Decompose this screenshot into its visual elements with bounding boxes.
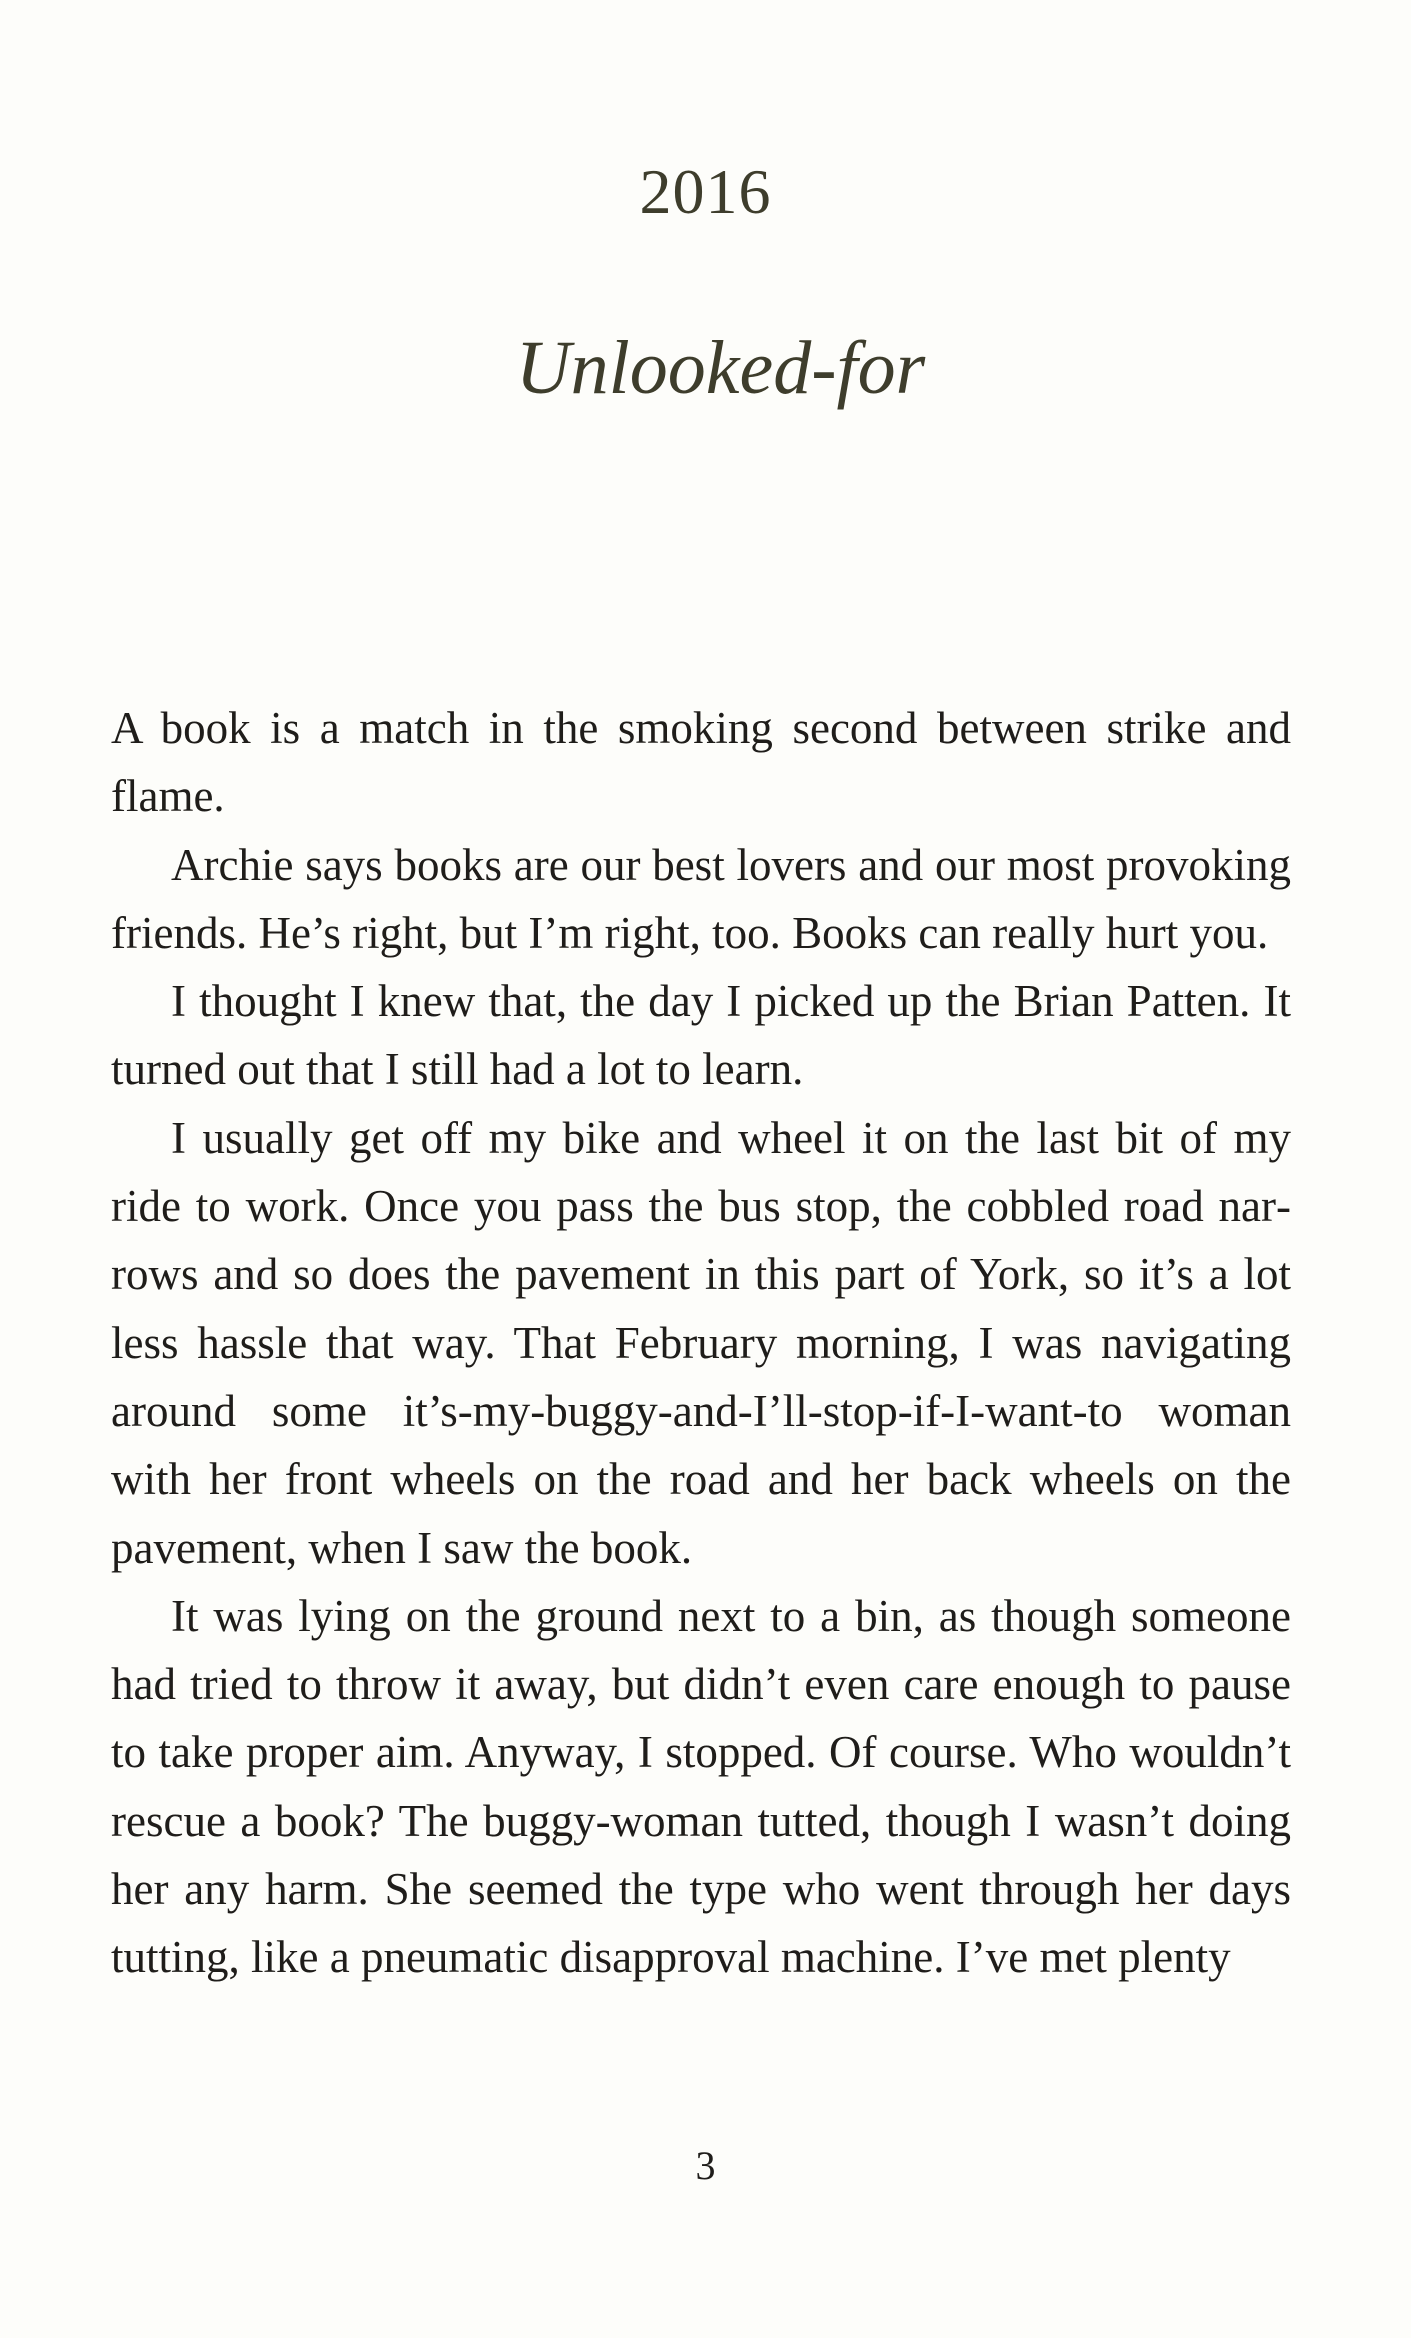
paragraph: Archie says books are our best lovers and our most provoking friends. He’s right, but I’m right, too. Books can really hurt you. [111, 839, 1291, 958]
paragraph: It was lying on the ground next to a bin, as though someone had tried to throw it away, but didn’t even care enough to pause to take proper aim. Anyway, I stopped. Of course. Who wouldn’t rescue a book? The buggy-woman tutted, though I wasn’t doing her any harm. She seemed the type who went through her days tutting, like a pneumatic disapproval machine. I’ve met plenty [111, 1590, 1291, 1983]
page-number: 3 [695, 2143, 716, 2188]
paragraph: A book is a match in the smoking second between strike and flame. [111, 703, 1291, 822]
chapter-year: 2016 [639, 156, 772, 227]
chapter-title: Unlooked-for [515, 326, 926, 410]
paragraph: I usually get off my bike and wheel it on the last bit of my ride to work. Once you pass the bus stop, the cobbled road narrows and so does the pavement in this part of York, so it’s a lot less hassle that way. That February morning, I was navigating around some it’s-my-buggy-and-I’ll-stop-if-I-want-to woman with her front wheels on the road and her back wheels on the pavement, when I saw the book. [111, 1112, 1291, 1573]
paragraph: I thought I knew that, the day I picked up the Brian Patten. It turned out that I still had a lot to learn. [111, 976, 1291, 1095]
body-text [111, 694, 1291, 1992]
